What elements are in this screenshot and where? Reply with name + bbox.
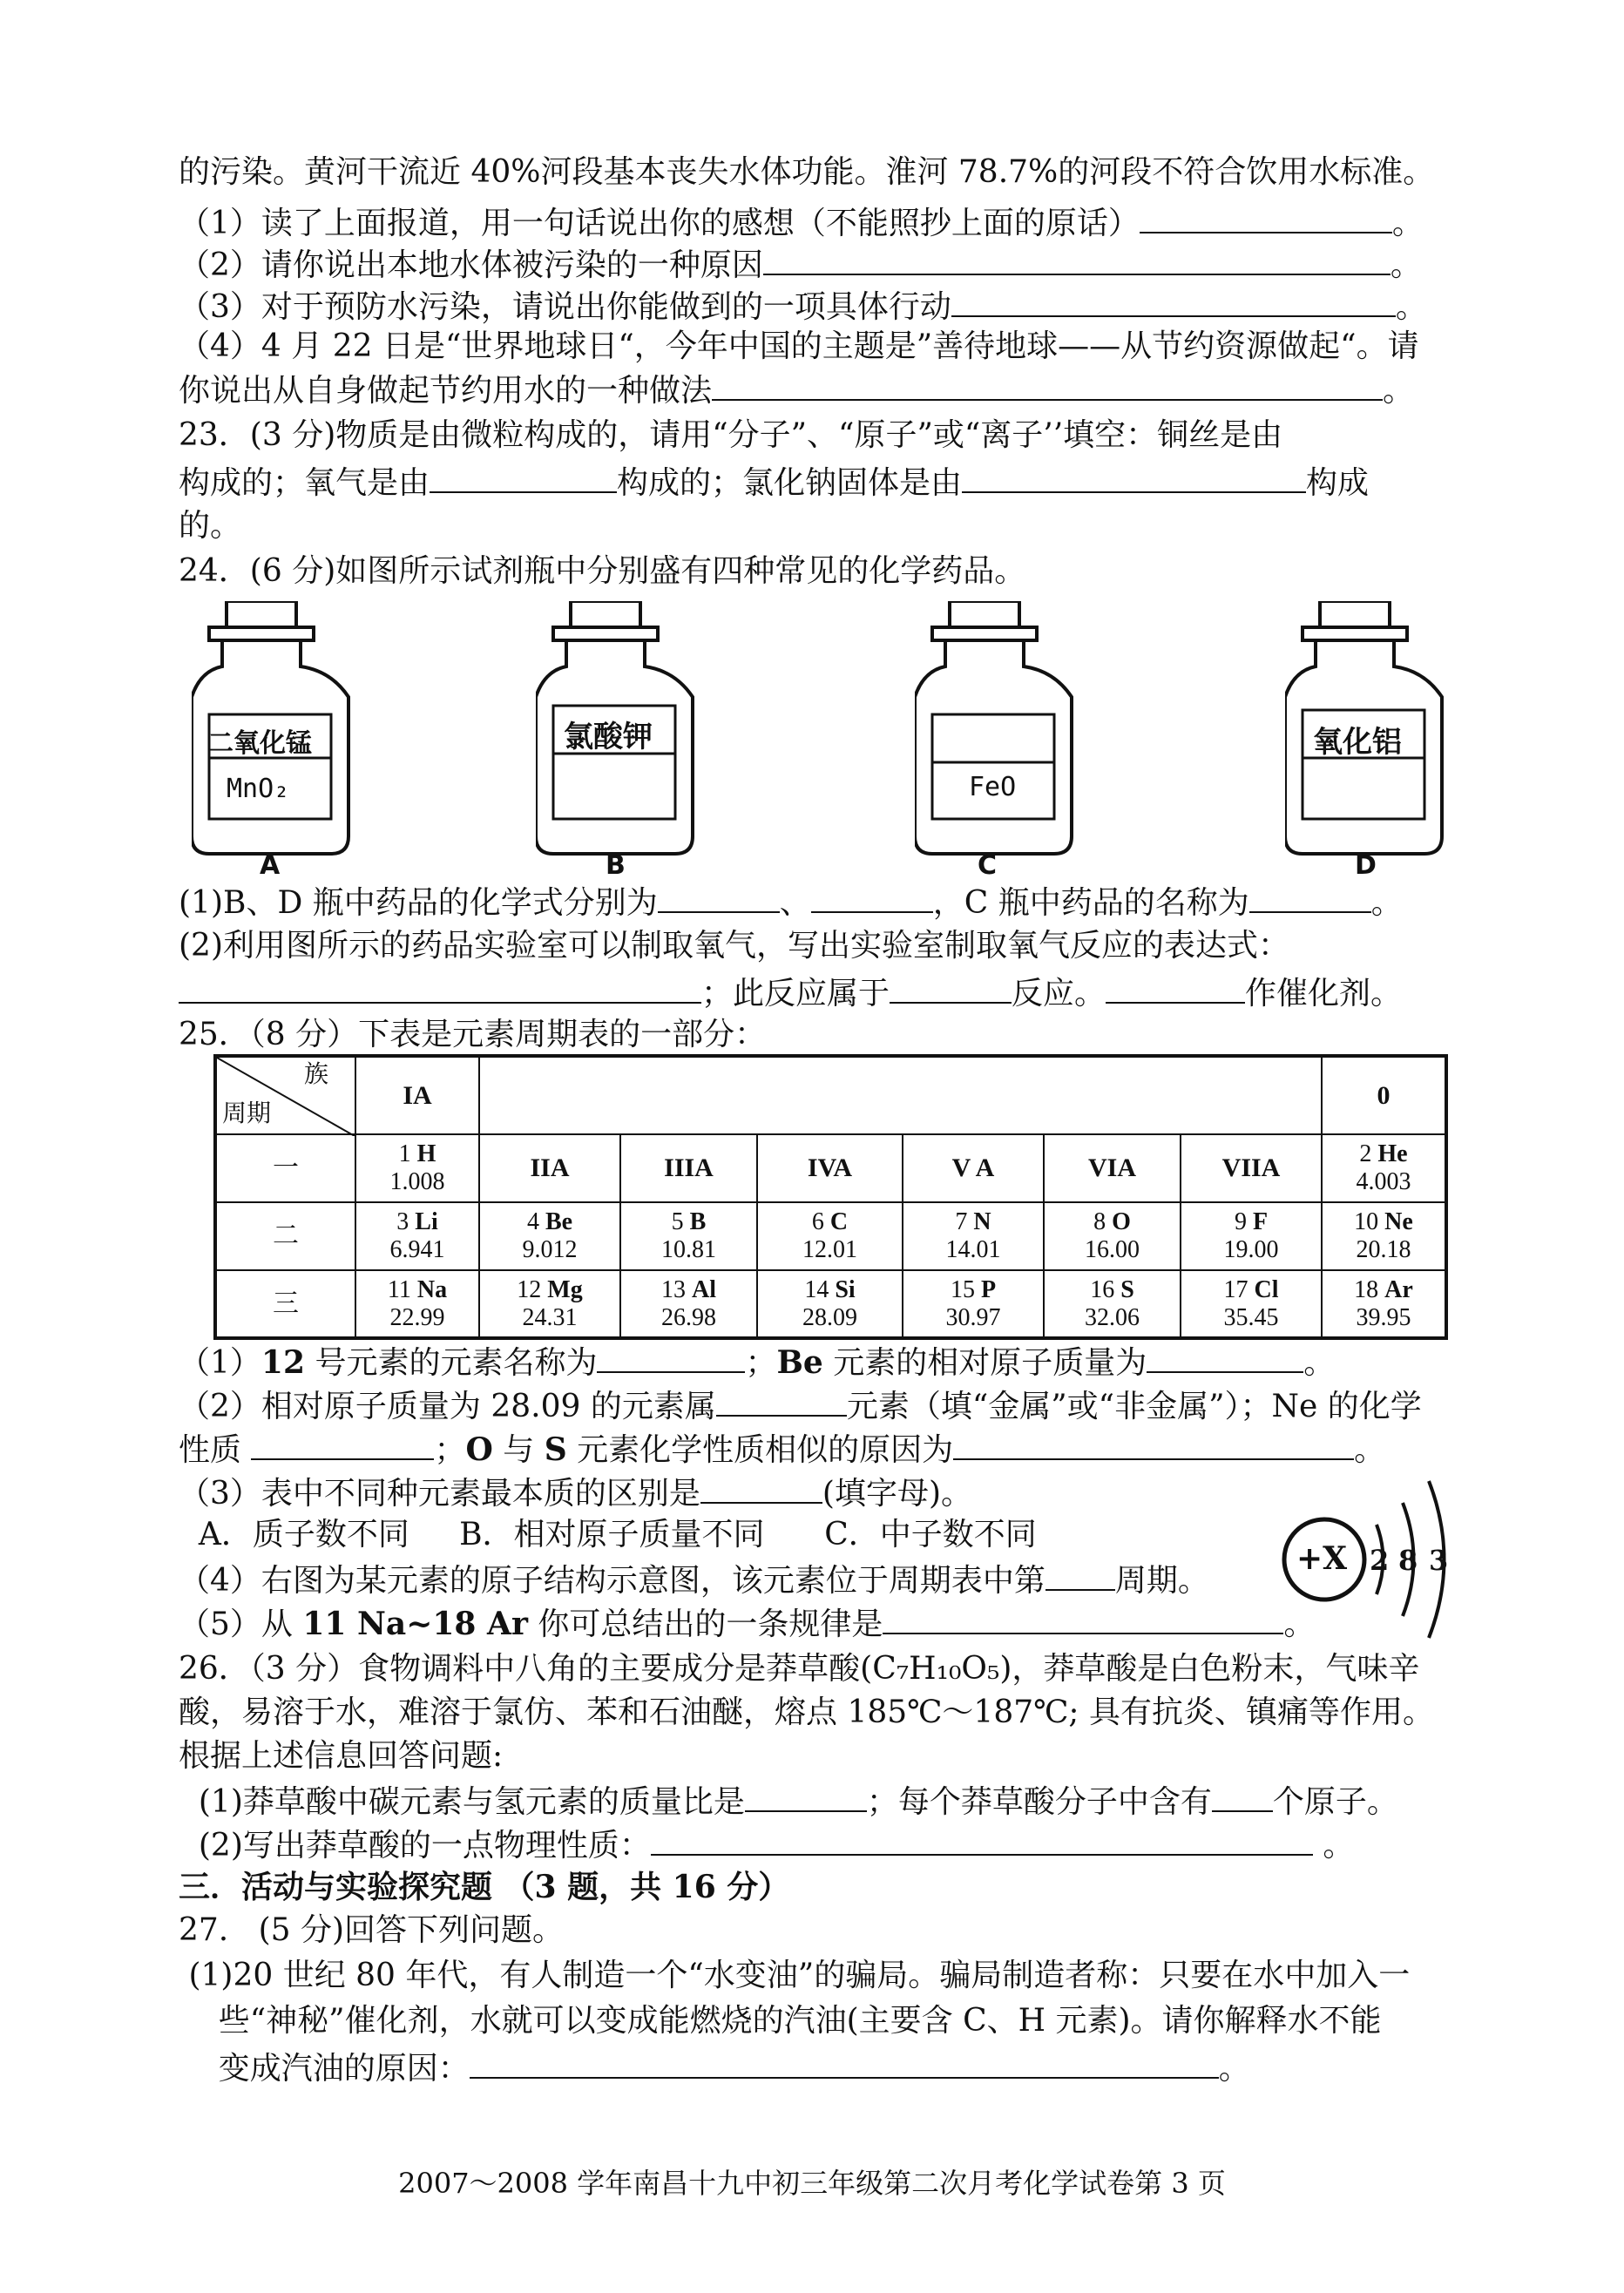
answer-blank[interactable] xyxy=(1140,202,1392,233)
atomic-mass: 1.008 xyxy=(389,1168,445,1195)
atomic-number: 16 xyxy=(1090,1275,1115,1303)
atomic-mass: 32.06 xyxy=(1085,1303,1140,1331)
text: 26．（3 分）食物调料中八角的主要成分是莽草酸(C₇H₁₀O₅)，莽草酸是白色粉末，气味辛 xyxy=(179,1651,1420,1687)
element-symbol: S xyxy=(1120,1275,1134,1303)
atomic-mass: 30.97 xyxy=(945,1303,1001,1331)
atomic-number: 7 xyxy=(955,1208,968,1235)
period-label: 三 xyxy=(215,1270,355,1338)
element-cell xyxy=(620,1270,757,1338)
question-25-3 xyxy=(179,1472,972,1513)
text: （3）表中不同种元素最本质的区别是 xyxy=(179,1476,700,1512)
text: 构成 xyxy=(1306,465,1370,501)
question-22-1 xyxy=(179,202,1424,243)
atomic-number: 10 xyxy=(1354,1208,1379,1235)
group-header: IVA xyxy=(757,1134,903,1202)
element-cell xyxy=(757,1270,903,1338)
text: ； xyxy=(434,1432,466,1468)
table-corner xyxy=(215,1056,355,1134)
bottle-label: 二氧化锰 xyxy=(207,728,312,759)
question-24-1 xyxy=(179,882,1403,923)
atomic-number: 15 xyxy=(950,1275,975,1303)
element-symbol: H xyxy=(416,1140,436,1167)
atomic-mass: 4.003 xyxy=(1356,1168,1411,1195)
text: 些“神秘”催化剂，水就可以变成能燃烧的汽油(主要含 C、H 元素)。请你解释水不能 xyxy=(179,2003,1382,2039)
text: 。 xyxy=(1390,247,1422,283)
text: 三．活动与实验探究题 （3 题，共 16 分） xyxy=(179,1869,790,1905)
question-22-3 xyxy=(179,286,1427,327)
text: 元素的相对原子质量为 xyxy=(822,1345,1147,1381)
text: 构成的；氧气是由 xyxy=(179,465,430,501)
bottle-label: 氧化铝 xyxy=(1313,725,1402,760)
element-cell xyxy=(355,1202,479,1270)
text: (1)B、D 瓶中药品的化学式分别为 xyxy=(179,885,658,921)
atomic-mass: 19.00 xyxy=(1223,1236,1279,1263)
text: 。 xyxy=(1218,2051,1250,2087)
text: 27. (5 分)回答下列问题。 xyxy=(179,1912,565,1948)
question-27-1-cont xyxy=(179,2047,1250,2088)
text: 变成汽油的原因： xyxy=(179,2051,470,2087)
question-26 xyxy=(179,1650,1419,1688)
answer-blank[interactable] xyxy=(1249,882,1371,913)
text: 24．(6 分)如图所示试剂瓶中分别盛有四种常见的化学药品。 xyxy=(179,553,1026,589)
text: S xyxy=(544,1431,567,1468)
group-header: VIA xyxy=(1044,1134,1181,1202)
answer-blank[interactable] xyxy=(597,1342,745,1373)
text: 构成的；氯化钠固体是由 xyxy=(617,465,963,501)
bottle-letter: D xyxy=(1355,850,1377,881)
atomic-mass: 20.18 xyxy=(1356,1236,1411,1263)
bottle-label: 氯酸钾 xyxy=(564,720,653,754)
element-cell xyxy=(479,1270,620,1338)
element-cell xyxy=(355,1270,479,1338)
text: (填字母)。 xyxy=(822,1476,972,1512)
group-header: IIA xyxy=(479,1134,620,1202)
answer-blank[interactable] xyxy=(763,244,1391,275)
atomic-mass: 26.98 xyxy=(661,1303,716,1331)
text: 你可总结出的一条规律是 xyxy=(527,1606,883,1642)
group-header: 0 xyxy=(1322,1056,1446,1134)
text: （3）对于预防水污染，请说出你能做到的一项具体行动 xyxy=(179,289,951,325)
element-cell xyxy=(620,1202,757,1270)
text: 。 xyxy=(1395,289,1427,325)
atomic-mass: 14.01 xyxy=(945,1236,1001,1263)
answer-blank[interactable] xyxy=(712,369,1383,401)
text: 根据上述信息回答问题: xyxy=(179,1738,504,1774)
question-22-4-cont xyxy=(179,369,1414,410)
period-label: 二 xyxy=(215,1202,355,1270)
text: 的污染。黄河干流近 40%河段基本丧失水体功能。淮河 78.7%的河段不符合饮用水标准。 xyxy=(179,154,1435,190)
text: (2)写出莽草酸的一点物理性质： xyxy=(179,1828,651,1863)
question-26-cont xyxy=(179,1737,503,1776)
element-symbol: F xyxy=(1252,1208,1269,1235)
text: 与 xyxy=(492,1432,545,1468)
question-26-2 xyxy=(179,1824,1354,1865)
text: 、 xyxy=(779,885,811,921)
element-symbol: Li xyxy=(415,1208,438,1235)
text: 11 Na~18 Ar xyxy=(302,1606,528,1642)
element-cell xyxy=(1044,1202,1181,1270)
question-26-1 xyxy=(179,1781,1398,1822)
page-footer: 2007～2008 学年南昌十九中初三年级第二次月考化学试卷第 3 页 xyxy=(398,2167,1226,2200)
section-heading xyxy=(179,1868,789,1906)
question-25 xyxy=(179,1016,766,1054)
question-27-1-cont xyxy=(179,2002,1382,2040)
answer-blank[interactable] xyxy=(651,1824,1313,1856)
text: 个原子。 xyxy=(1272,1784,1398,1820)
element-symbol: He xyxy=(1377,1140,1408,1167)
text: 。 xyxy=(1383,373,1415,409)
element-cell xyxy=(1322,1134,1446,1202)
text: O xyxy=(465,1431,493,1468)
reagent-bottle-b xyxy=(536,601,762,880)
element-symbol: Al xyxy=(692,1275,716,1303)
element-symbol: Ne xyxy=(1384,1208,1413,1235)
answer-blank[interactable] xyxy=(716,1385,847,1417)
atomic-number: 18 xyxy=(1354,1275,1379,1303)
bottle-letter: B xyxy=(606,850,626,881)
element-symbol: Mg xyxy=(547,1275,583,1303)
text: 12 xyxy=(261,1344,306,1381)
atomic-number: 8 xyxy=(1093,1208,1106,1235)
atomic-number: 9 xyxy=(1234,1208,1247,1235)
question-26-cont xyxy=(179,1694,1434,1732)
text: ；此反应属于 xyxy=(701,976,890,1011)
question-25-options xyxy=(179,1516,1037,1554)
element-cell xyxy=(903,1270,1044,1338)
reagent-bottle-c xyxy=(915,601,1141,880)
text: 性质 xyxy=(179,1432,252,1468)
atomic-mass: 12.01 xyxy=(802,1236,857,1263)
text: 酸，易溶于水，难溶于氯仿、苯和石油醚，熔点 185℃～187℃; 具有抗炎、镇痛等作用。 xyxy=(179,1694,1434,1730)
text: 25．（8 分）下表是元素周期表的一部分： xyxy=(179,1017,767,1052)
answer-blank[interactable] xyxy=(890,972,1012,1004)
text: 23．(3 分)物质是由微粒构成的，请用“分子”、“原子”或“离子’’填空：铜丝是由 xyxy=(179,417,1283,453)
atomic-number: 12 xyxy=(517,1275,542,1303)
element-symbol: O xyxy=(1112,1208,1131,1235)
answer-blank[interactable] xyxy=(962,462,1306,493)
answer-blank[interactable] xyxy=(251,1429,434,1460)
element-cell xyxy=(1181,1270,1322,1338)
text: （4）右图为某元素的原子结构示意图，该元素位于周期表中第 xyxy=(179,1563,1045,1599)
text: （4）4 月 22 日是“世界地球日“，今年中国的主题是”善待地球——从节约资源做起“。请 xyxy=(179,328,1419,364)
element-symbol: Cl xyxy=(1254,1275,1279,1303)
text: ；每个莽草酸分子中含有 xyxy=(866,1784,1212,1820)
bottle-letter: A xyxy=(260,850,281,881)
question-24-3 xyxy=(179,972,1402,1013)
periodic-table xyxy=(213,1054,1448,1340)
shell-electrons: 3 xyxy=(1429,1544,1449,1577)
text: （2）请你说出本地水体被污染的一种原因 xyxy=(179,247,763,283)
text-line xyxy=(179,153,1434,192)
text: （2）相对原子质量为 28.09 的元素属 xyxy=(179,1389,716,1424)
bottle-formula: FeO xyxy=(969,772,1017,802)
answer-blank[interactable] xyxy=(883,1603,1283,1634)
answer-blank[interactable] xyxy=(658,882,780,913)
element-cell xyxy=(1322,1202,1446,1270)
corner-period-label: 周期 xyxy=(222,1100,272,1127)
atomic-number: 1 xyxy=(398,1140,411,1167)
answer-blank[interactable] xyxy=(951,286,1396,317)
answer-blank[interactable] xyxy=(1045,1559,1115,1591)
group-header-span xyxy=(479,1056,1322,1134)
element-cell xyxy=(1181,1202,1322,1270)
answer-blank[interactable] xyxy=(1212,1781,1273,1812)
answer-blank[interactable] xyxy=(1147,1342,1303,1373)
question-25-5 xyxy=(179,1603,1315,1644)
text: 作催化剂。 xyxy=(1245,976,1403,1011)
text: 。 xyxy=(1283,1606,1316,1642)
text: （5）从 xyxy=(179,1606,303,1642)
reagent-bottles-figure xyxy=(192,601,1464,880)
bottle-formula: MnO₂ xyxy=(227,774,290,804)
bottle-letter: C xyxy=(978,850,998,881)
text: (1)20 世纪 80 年代，有人制造一个“水变油”的骗局。骗局制造者称：只要在水中加入一 xyxy=(179,1958,1411,1993)
text: （1）读了上面报道，用一句话说出你的感想（不能照抄上面的原话） xyxy=(179,206,1140,241)
element-cell xyxy=(757,1202,903,1270)
nucleus-label: +X xyxy=(1296,1540,1348,1577)
text: 元素（填“金属”或“非金属”）；Ne 的化学 xyxy=(846,1389,1422,1424)
answer-blank[interactable] xyxy=(430,462,617,493)
question-27 xyxy=(179,1911,564,1950)
text: A．质子数不同 B．相对原子质量不同 C．中子数不同 xyxy=(179,1517,1037,1552)
element-symbol: Na xyxy=(416,1275,448,1303)
text: 。 xyxy=(1391,206,1424,241)
atomic-mass: 16.00 xyxy=(1085,1236,1140,1263)
text: 。 xyxy=(1312,1828,1355,1863)
answer-blank[interactable] xyxy=(1106,972,1245,1004)
element-symbol: Be xyxy=(545,1208,573,1235)
element-symbol: B xyxy=(689,1208,707,1235)
group-header: IA xyxy=(355,1056,479,1134)
text: (2)利用图所示的药品实验室可以制取氧气，写出实验室制取氧气反应的表达式： xyxy=(179,928,1289,964)
question-23-cont xyxy=(179,462,1369,503)
atomic-number: 6 xyxy=(811,1208,824,1235)
atomic-mass: 24.31 xyxy=(522,1303,578,1331)
atomic-number: 2 xyxy=(1359,1140,1372,1167)
atomic-structure-diagram xyxy=(1272,1464,1464,1655)
question-24 xyxy=(179,552,1025,591)
text: ； xyxy=(745,1345,777,1381)
atomic-mass: 22.99 xyxy=(389,1303,445,1331)
bottle-icon xyxy=(915,601,1141,862)
text: 号元素的元素名称为 xyxy=(305,1345,598,1381)
atomic-number: 4 xyxy=(526,1208,539,1235)
group-header: IIIA xyxy=(620,1134,757,1202)
shell-electrons: 8 xyxy=(1398,1544,1418,1577)
atomic-number: 17 xyxy=(1223,1275,1248,1303)
atomic-number: 13 xyxy=(661,1275,686,1303)
atomic-number: 3 xyxy=(396,1208,409,1235)
text: ，C 瓶中药品的名称为 xyxy=(932,885,1249,921)
text: 。 xyxy=(1354,1432,1386,1468)
element-symbol: Ar xyxy=(1384,1275,1413,1303)
question-25-2 xyxy=(179,1385,1422,1426)
text-line xyxy=(179,507,241,545)
answer-blank[interactable] xyxy=(470,2047,1219,2079)
group-header: V A xyxy=(903,1134,1044,1202)
question-24-2 xyxy=(179,927,1289,965)
element-cell xyxy=(355,1134,479,1202)
atomic-mass: 9.012 xyxy=(522,1236,578,1263)
group-header: VIIA xyxy=(1181,1134,1322,1202)
element-symbol: P xyxy=(980,1275,997,1303)
period-label: 一 xyxy=(215,1134,355,1202)
shell-electrons: 2 xyxy=(1370,1544,1390,1577)
text: 。 xyxy=(1370,885,1403,921)
element-cell xyxy=(1044,1270,1181,1338)
atomic-number: 11 xyxy=(387,1275,411,1303)
answer-blank[interactable] xyxy=(811,882,933,913)
element-symbol: Si xyxy=(835,1275,856,1303)
element-cell xyxy=(479,1202,620,1270)
answer-blank[interactable] xyxy=(179,972,701,1004)
text: Be xyxy=(776,1344,823,1381)
text: 的。 xyxy=(179,508,242,544)
atomic-mass: 35.45 xyxy=(1223,1303,1279,1331)
text: 你说出从自身做起节约用水的一种做法 xyxy=(179,373,713,409)
atomic-mass: 6.941 xyxy=(389,1236,445,1263)
question-23 xyxy=(179,416,1282,455)
reagent-bottle-a xyxy=(192,601,418,880)
text: 。 xyxy=(1303,1345,1336,1381)
atomic-mass: 39.95 xyxy=(1356,1303,1411,1331)
text: （1） xyxy=(179,1345,261,1381)
element-symbol: C xyxy=(829,1208,849,1235)
corner-group-label: 族 xyxy=(303,1061,328,1088)
question-22-2 xyxy=(179,244,1422,285)
answer-blank[interactable] xyxy=(745,1781,867,1812)
element-cell xyxy=(1322,1270,1446,1338)
text: 周期。 xyxy=(1114,1563,1209,1599)
element-cell xyxy=(903,1202,1044,1270)
answer-blank[interactable] xyxy=(953,1429,1354,1460)
atomic-mass: 10.81 xyxy=(661,1236,716,1263)
question-25-1 xyxy=(179,1342,1335,1383)
question-27-1 xyxy=(179,1957,1410,1995)
atomic-mass: 28.09 xyxy=(802,1303,857,1331)
question-22-4 xyxy=(179,328,1419,366)
reagent-bottle-d xyxy=(1285,601,1512,880)
element-symbol: N xyxy=(973,1208,991,1235)
text: 元素化学性质相似的原因为 xyxy=(566,1432,954,1468)
text: (1)莽草酸中碳元素与氢元素的质量比是 xyxy=(179,1784,745,1820)
text: 反应。 xyxy=(1012,976,1106,1011)
question-25-4 xyxy=(179,1559,1209,1600)
answer-blank[interactable] xyxy=(700,1472,822,1504)
atomic-number: 5 xyxy=(671,1208,684,1235)
question-25-2-cont xyxy=(179,1429,1385,1470)
atomic-number: 14 xyxy=(804,1275,829,1303)
